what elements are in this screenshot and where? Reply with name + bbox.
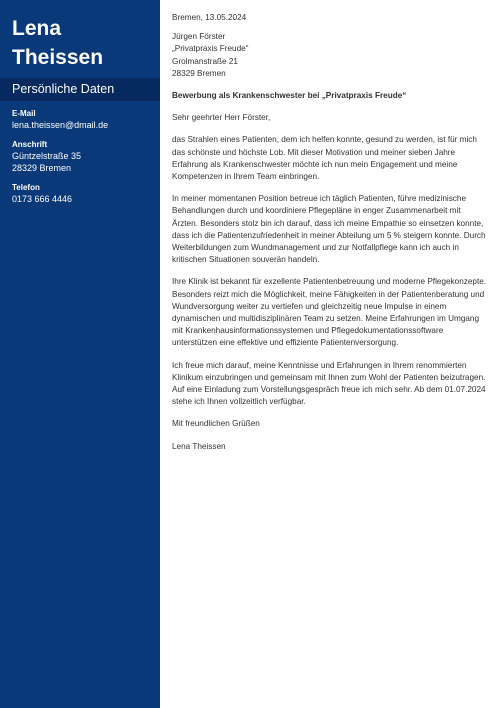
address-street: Güntzelstraße 35 — [12, 151, 82, 161]
phone-block — [12, 182, 72, 205]
recipient-company: „Privatpraxis Freude“ — [172, 44, 249, 54]
recipient-street: Grolmanstraße 21 — [172, 56, 238, 66]
letter-subject: Bewerbung als Krankenschwester bei „Privatpraxis Freude“ — [172, 91, 407, 101]
email-block — [12, 108, 108, 131]
letter-closing: Mit freundlichen Grüßen — [172, 419, 260, 429]
letter-signature: Lena Theissen — [172, 441, 226, 451]
letter-date: Bremen, 13.05.2024 — [172, 13, 247, 22]
section-title: Persönliche Daten — [12, 82, 115, 96]
sidebar — [0, 0, 160, 708]
phone-value[interactable]: 0173 666 4446 — [12, 194, 73, 204]
applicant-name — [12, 14, 103, 72]
address-label: Anschrift — [12, 140, 48, 149]
first-name: Lena — [12, 17, 62, 40]
email-label: E-Mail — [12, 109, 36, 118]
address-city: 28329 Bremen — [12, 163, 72, 173]
letter-paragraph: In meiner momentanen Position betreue ich täglich Patienten, führe medizinische Behandlungen durch und koordiniere Pflegepläne in enger Zusammenarbeit mit Ärzten. Besonders stolz bin ich darauf, dass ich meine Empathie so einsetzen konnte, dass ich die Patientenzufriedenheit in meiner Abteilung um 5 % steigern konnte. Durch Weiterbildungen zum Wundmanagement und zur Notfallpflege kann ich auch in kritischen Situationen souverän handeln. — [172, 194, 486, 265]
email-value[interactable]: lena.theissen@dmail.de — [12, 120, 109, 130]
recipient-city: 28329 Bremen — [172, 68, 226, 78]
letter-paragraph: das Strahlen eines Patienten, dem ich helfen konnte, gesund zu werden, ist für mich das schönste und höchste Lob. Mit dieser Motivation und meiner sieben Jahre Erfahrung als Krankenschwester möchte ich nun mein Engagement und meine Kompetenzen in Ihrem Team einbringen. — [172, 135, 477, 182]
letter-paragraph: Ihre Klinik ist bekannt für exzellente Patientenbetreuung und moderne Pflegekonzepte. Besonders reizt mich die Möglichkeit, meine Fähigkeiten in der Patientenberatung und Wundversorgung weiter zu vertiefen und gleichzeitig neue Impulse in einem dynamischen und multidisziplinären Team zu setzen. Meine Erfahrungen im Umgang mit Krankenhausinformationssystemen und Pflegedokumentationssoftware unterstützen eine effektive und effiziente Patientenversorgung. — [172, 277, 487, 348]
letter-paragraph: Ich freue mich darauf, meine Kenntnisse und Erfahrungen in Ihrem renommierten Klinikum einzubringen und gemeinsam mit Ihnen zum Wohl der Patienten beizutragen. Auf eine Einladung zum Vorstellungsgespräch freue ich mich sehr. Ab dem 01.07.2024 stehe ich Ihnen vollzeitlich verfügbar. — [172, 360, 486, 407]
last-name: Theissen — [12, 46, 104, 69]
recipient-name: Jürgen Förster — [172, 32, 226, 42]
letter-body — [172, 12, 488, 453]
recipient-block — [172, 31, 488, 80]
phone-label: Telefon — [12, 183, 40, 192]
address-block — [12, 139, 81, 174]
letter-salutation: Sehr geehrter Herr Förster, — [172, 113, 271, 123]
